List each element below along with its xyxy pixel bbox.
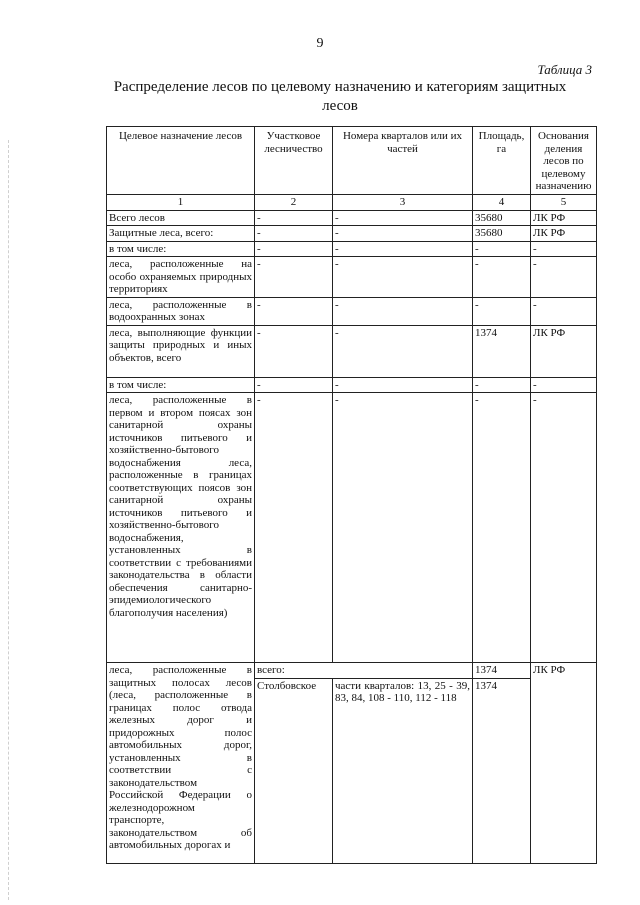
column-number: 1 — [107, 195, 255, 211]
cell-area: - — [473, 393, 531, 663]
cell-area: 35680 — [473, 226, 531, 242]
table-title: Распределение лесов по целевому назначению и категориям защитных лесов — [113, 79, 567, 114]
cell-basis: - — [531, 377, 597, 393]
header-district: Участковое лесничество — [255, 127, 333, 195]
header-basis: Основания деления лесов по целевому назначению — [531, 127, 597, 195]
column-number: 5 — [531, 195, 597, 211]
table-row — [107, 297, 597, 325]
table-row — [107, 241, 597, 257]
cell-total-label: всего: — [255, 663, 473, 679]
cell-basis: - — [531, 257, 597, 298]
header-quarters: Номера кварталов или их частей — [333, 127, 473, 195]
cell-basis: ЛК РФ — [531, 663, 597, 864]
cell-district: Столбовское — [255, 678, 333, 863]
cell-purpose: в том числе: — [107, 241, 255, 257]
cell-quarters: - — [333, 377, 473, 393]
column-number: 4 — [473, 195, 531, 211]
cell-quarters: - — [333, 297, 473, 325]
cell-district: - — [255, 297, 333, 325]
cell-district: - — [255, 226, 333, 242]
cell-basis: ЛК РФ — [531, 210, 597, 226]
column-number: 2 — [255, 195, 333, 211]
cell-purpose: леса, выполняющие функции защиты природных и иных объектов, всего — [107, 325, 255, 377]
header-row — [107, 127, 597, 195]
header-purpose: Целевое назначение лесов — [107, 127, 255, 195]
cell-quarters: - — [333, 257, 473, 298]
cell-basis: - — [531, 241, 597, 257]
cell-basis: ЛК РФ — [531, 226, 597, 242]
cell-district: - — [255, 241, 333, 257]
table-row — [107, 257, 597, 298]
table-row — [107, 325, 597, 377]
cell-purpose: Всего лесов — [107, 210, 255, 226]
cell-area: - — [473, 377, 531, 393]
table-row — [107, 377, 597, 393]
cell-area: 1374 — [473, 325, 531, 377]
cell-area: 1374 — [473, 663, 531, 679]
table-row — [107, 663, 597, 679]
column-number-row — [107, 195, 597, 211]
cell-purpose: леса, расположенные на особо охраняемых природных территориях — [107, 257, 255, 298]
forest-distribution-table — [106, 126, 597, 864]
cell-district: - — [255, 210, 333, 226]
cell-area: - — [473, 241, 531, 257]
cell-basis: - — [531, 297, 597, 325]
cell-district: - — [255, 257, 333, 298]
cell-purpose: Защитные леса, всего: — [107, 226, 255, 242]
cell-area: - — [473, 297, 531, 325]
table-label: Таблица 3 — [537, 62, 592, 77]
cell-purpose: в том числе: — [107, 377, 255, 393]
cell-district: - — [255, 393, 333, 663]
cell-district: - — [255, 325, 333, 377]
scan-margin-mark — [8, 140, 10, 900]
cell-basis: - — [531, 393, 597, 663]
cell-area: 35680 — [473, 210, 531, 226]
cell-basis: ЛК РФ — [531, 325, 597, 377]
cell-purpose: леса, расположенные в защитных полосах лесов (леса, расположенные в границах полос отвода железных дорог и придорожных полос автомобильных дорог, установленных в соответствии с законодательством Российской Федерации о железнодорожном транспорте, законодательством об автомобильных дорогах и — [107, 663, 255, 864]
column-number: 3 — [333, 195, 473, 211]
cell-area: 1374 — [473, 678, 531, 863]
cell-purpose: леса, расположенные в водоохранных зонах — [107, 297, 255, 325]
cell-quarters: - — [333, 393, 473, 663]
table-row — [107, 393, 597, 663]
cell-quarters: - — [333, 210, 473, 226]
cell-district: - — [255, 377, 333, 393]
header-area: Площадь, га — [473, 127, 531, 195]
cell-area: - — [473, 257, 531, 298]
cell-quarters: - — [333, 241, 473, 257]
cell-quarters: - — [333, 226, 473, 242]
cell-purpose: леса, расположенные в первом и втором поясах зон санитарной охраны источников питьевого и хозяйственно-бытового водоснабжения леса, расположенные в границах соответствующих поясов зон санитарной охраны источников питьевого и хозяйственно-бытового водоснабжения, установленных в соответствии с требованиями законодательства в области обеспечения санитарно-эпидемиологического благополучия населения) — [107, 393, 255, 663]
cell-quarters: части кварталов: 13, 25 - 39, 83, 84, 108 - 110, 112 - 118 — [333, 678, 473, 863]
table-row — [107, 226, 597, 242]
cell-quarters: - — [333, 325, 473, 377]
page-number: 9 — [316, 36, 324, 51]
table-row — [107, 210, 597, 226]
